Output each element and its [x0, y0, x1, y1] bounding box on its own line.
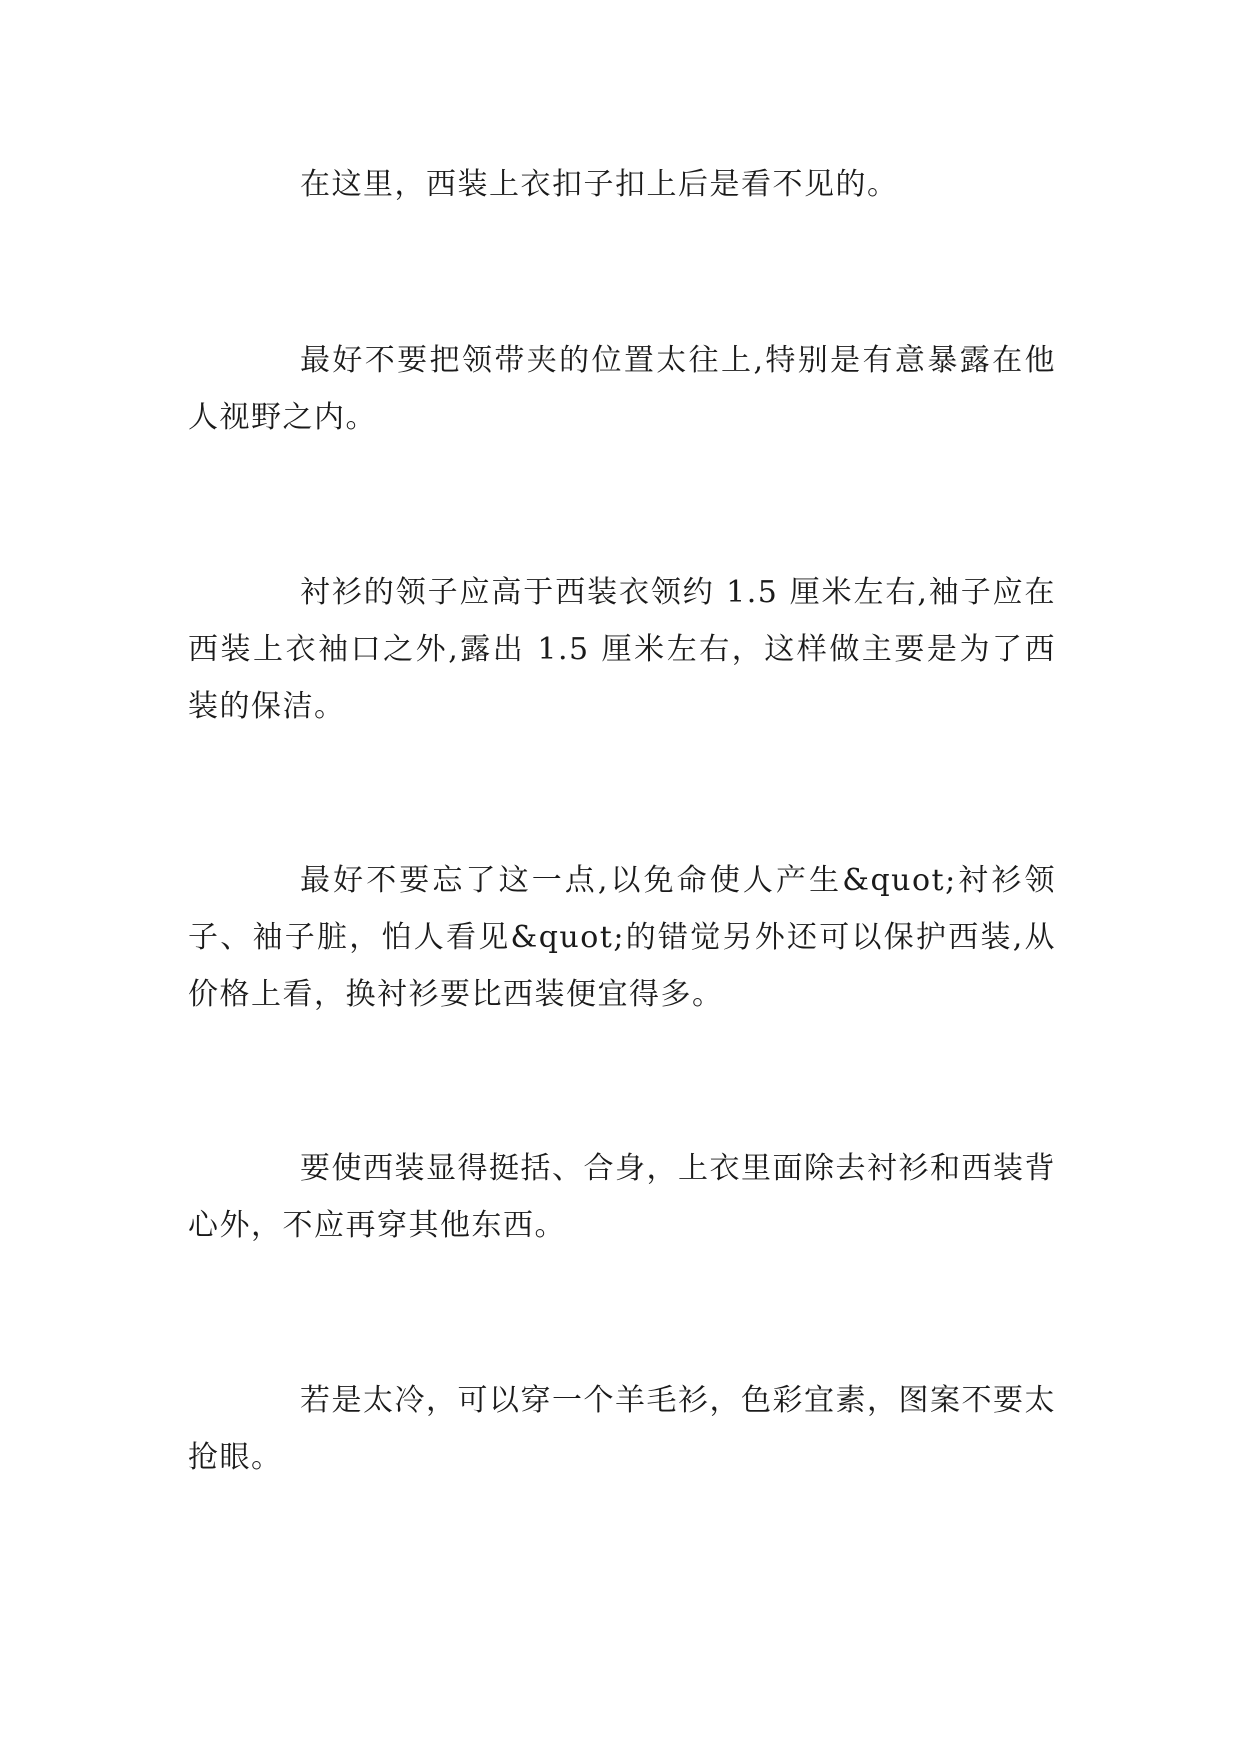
paragraph-3: 衬衫的领子应高于西装衣领约 1.5 厘米左右,袖子应在西装上衣袖口之外,露出 1.5 厘米左右，这样做主要是为了西装的保洁。 [188, 575, 1056, 724]
paragraph-4: 最好不要忘了这一点,以免命使人产生&quot;衬衫领子、袖子脏，怕人看见&quot;的错觉另外还可以保护西装,从价格上看，换衬衫要比西装便宜得多。 [188, 863, 1056, 1012]
paragraph-6: 若是太冷，可以穿一个羊毛衫，色彩宜素，图案不要太抢眼。 [188, 1383, 1056, 1475]
paragraph-2: 最好不要把领带夹的位置太往上,特别是有意暴露在他人视野之内。 [188, 343, 1056, 435]
paragraph-5: 要使西装显得挺括、合身，上衣里面除去衬衫和西装背心外，不应再穿其他东西。 [188, 1151, 1056, 1243]
paragraph-1: 在这里，西装上衣扣子扣上后是看不见的。 [300, 167, 899, 202]
